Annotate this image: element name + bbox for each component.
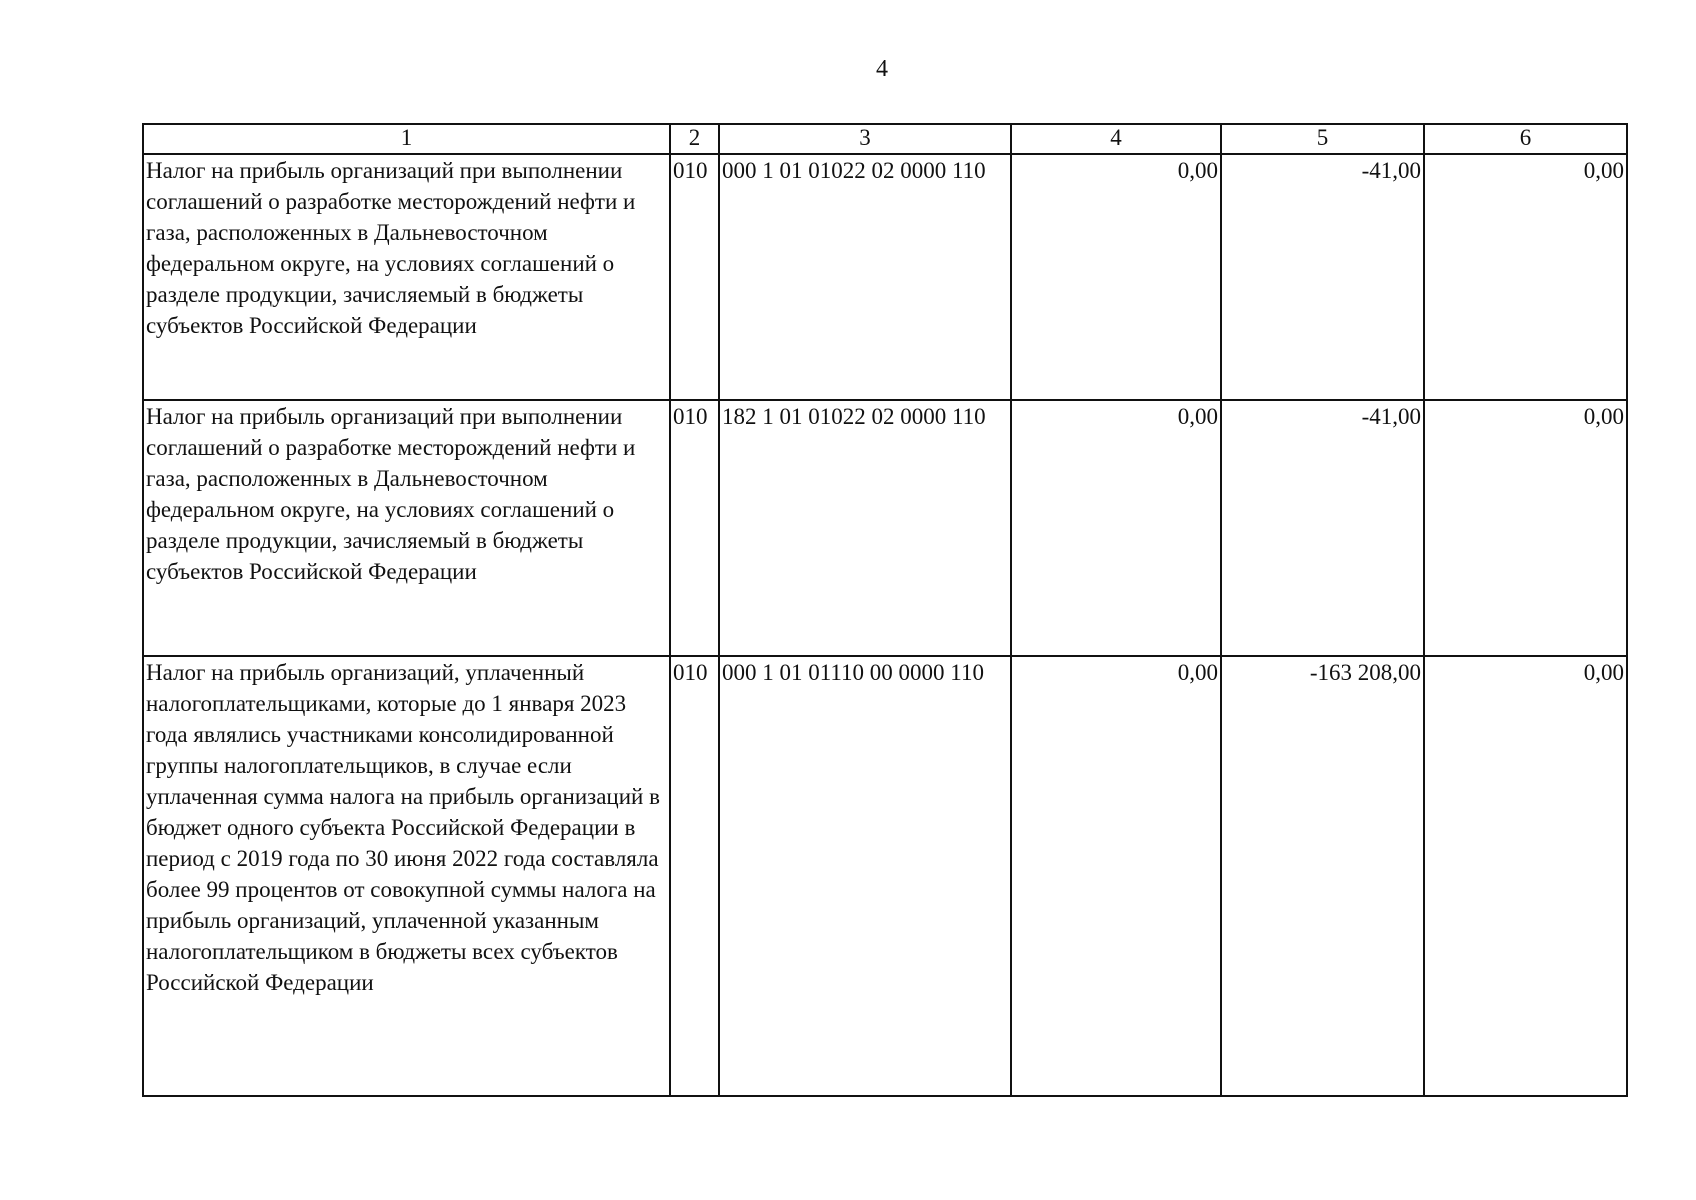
amount-col5-cell: -41,00 [1221,400,1424,656]
amount-col5-cell: -41,00 [1221,154,1424,400]
line-code-cell: 010 [670,400,719,656]
income-name-cell: Налог на прибыль организаций при выполнении соглашений о разработке месторождений нефти и газа, расположенных в Дальневосточном федеральном округе, на условиях соглашений о разделе продукции, зачисляемый в бюджеты субъектов Российской Федерации [143,154,670,400]
amount-col4-cell: 0,00 [1011,400,1221,656]
amount-col6-cell: 0,00 [1424,400,1627,656]
column-header-4: 4 [1011,124,1221,154]
budget-code-cell: 000 1 01 01110 00 0000 110 [719,656,1011,1096]
table-row [143,400,1627,656]
income-name-cell: Налог на прибыль организаций, уплаченный налогоплательщиками, которые до 1 января 2023 года являлись участниками консолидированной группы налогоплательщиков, в случае если уплаченная сумма налога на прибыль организаций в бюджет одного субъекта Российской Федерации в период с 2019 года по 30 июня 2022 года составляла более 99 процентов от совокупной суммы налога на прибыль организаций, уплаченной указанным налогоплательщиком в бюджеты всех субъектов Российской Федерации [143,656,670,1096]
amount-col6-cell: 0,00 [1424,656,1627,1096]
amount-col4-cell: 0,00 [1011,154,1221,400]
column-header-3: 3 [719,124,1011,154]
table-header-row [143,124,1627,154]
amount-col4-cell: 0,00 [1011,656,1221,1096]
amount-col6-cell: 0,00 [1424,154,1627,400]
budget-code-cell: 182 1 01 01022 02 0000 110 [719,400,1011,656]
amount-col5-cell: -163 208,00 [1221,656,1424,1096]
line-code-cell: 010 [670,656,719,1096]
budget-code-cell: 000 1 01 01022 02 0000 110 [719,154,1011,400]
table-row [143,656,1627,1096]
column-header-5: 5 [1221,124,1424,154]
income-name-cell: Налог на прибыль организаций при выполнении соглашений о разработке месторождений нефти и газа, расположенных в Дальневосточном федеральном округе, на условиях соглашений о разделе продукции, зачисляемый в бюджеты субъектов Российской Федерации [143,400,670,656]
line-code-cell: 010 [670,154,719,400]
column-header-6: 6 [1424,124,1627,154]
page-number: 4 [876,56,888,82]
column-header-1: 1 [143,124,670,154]
table-row [143,154,1627,400]
column-header-2: 2 [670,124,719,154]
report-table [142,123,1628,1097]
